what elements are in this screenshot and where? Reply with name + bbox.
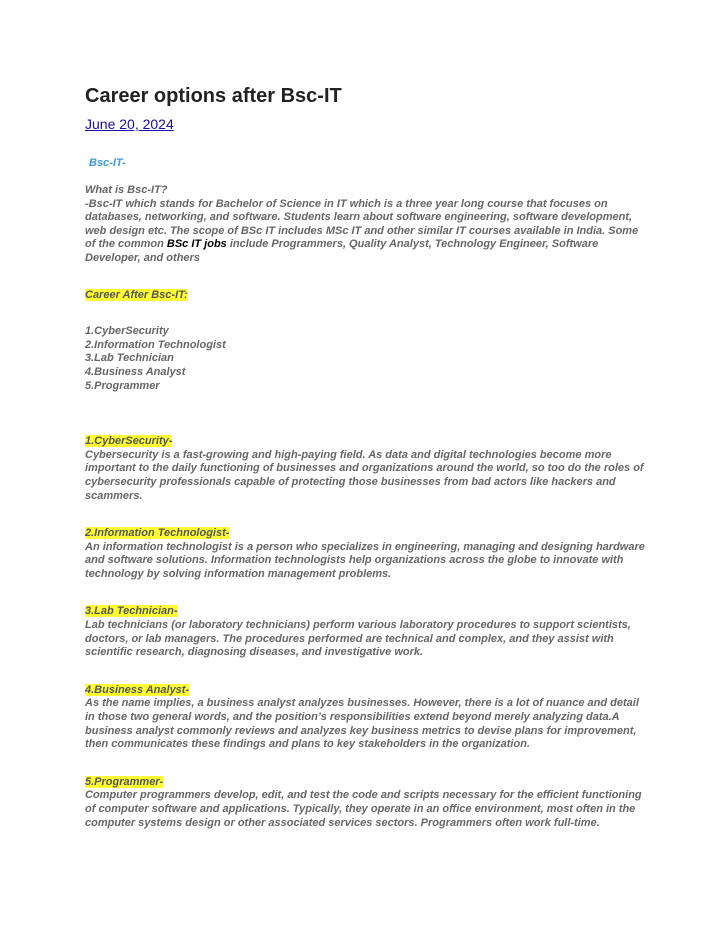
bsc-it-jobs-link[interactable]: BSc IT jobs [166, 238, 227, 251]
intro-text-before: -Bsc-IT which stands for Bachelor of Science in IT which is a three year long course that focuses on databases, networking, and software. Students learn about software engineering, software development, web design etc. The scope of BSc IT includes MSc IT and other similar IT courses available in India. Some of the common [85, 197, 639, 251]
section-programmer [85, 776, 645, 830]
section-heading: 5.Programmer- [85, 775, 164, 788]
list-item: 3.Lab Technician [85, 352, 174, 365]
category-tag: Bsc-IT- [89, 157, 126, 169]
list-item: 4.Business Analyst [85, 365, 186, 378]
section-heading: 4.Business Analyst- [85, 683, 190, 696]
section-heading: 1.CyberSecurity- [85, 435, 173, 448]
career-list [85, 325, 645, 393]
intro-text-after: include Programmers, Quality Analyst, Technology Engineer, Software Developer, and others [85, 238, 599, 264]
document-page [85, 84, 645, 830]
career-heading-block [85, 289, 645, 303]
section-body: Cybersecurity is a fast-growing and high-paying field. As data and digital technologies become more important to the daily functioning of businesses and organizations around the world, so too do the roles of cybersecurity professionals capable of protecting those businesses from bad actors like hackers and scammers. [85, 448, 644, 502]
intro-block [85, 184, 645, 266]
section-body: Lab technicians (or laboratory technicians) perform various laboratory procedures to support scientists, doctors, or lab managers. The procedures performed are technical and complex, and they assist with scientific research, diagnosing diseases, and investigative work. [85, 619, 631, 659]
section-heading: 3.Lab Technician- [85, 605, 178, 618]
list-item: 2.Information Technologist [85, 338, 226, 351]
list-item: 1.CyberSecurity [85, 325, 169, 338]
intro-question: What is Bsc-IT? [85, 184, 168, 196]
section-heading: 2.Information Technologist- [85, 527, 230, 540]
section-lab-technician [85, 605, 645, 659]
section-information-technologist [85, 527, 645, 581]
list-item: 5.Programmer [85, 379, 160, 392]
intro-paragraph [85, 198, 645, 266]
section-business-analyst [85, 684, 645, 752]
section-body: As the name implies, a business analyst analyzes businesses. However, there is a lot of nuance and detail in those two general words, and the position’s responsibilities extend beyond merely analyzing data.A business analyst commonly reviews and analyzes key business metrics to devise plans for improvement, then communicates these findings and plans to key stakeholders in the organization. [85, 697, 639, 751]
section-cybersecurity [85, 435, 645, 503]
section-body: Computer programmers develop, edit, and test the code and scripts necessary for the efficient functioning of computer software and applications. Typically, they operate in an office environment, most often in the computer systems design or other associated services sectors. Programmers often work full-time. [85, 789, 642, 829]
date-link[interactable]: June 20, 2024 [85, 116, 174, 132]
section-body: An information technologist is a person who specializes in engineering, managing and designing hardware and software solutions. Information technologists help organizations across the globe to innovate with technology by solving information management problems. [85, 540, 645, 580]
career-heading: Career After Bsc-IT: [85, 288, 188, 301]
page-title: Career options after Bsc-IT [85, 85, 342, 107]
